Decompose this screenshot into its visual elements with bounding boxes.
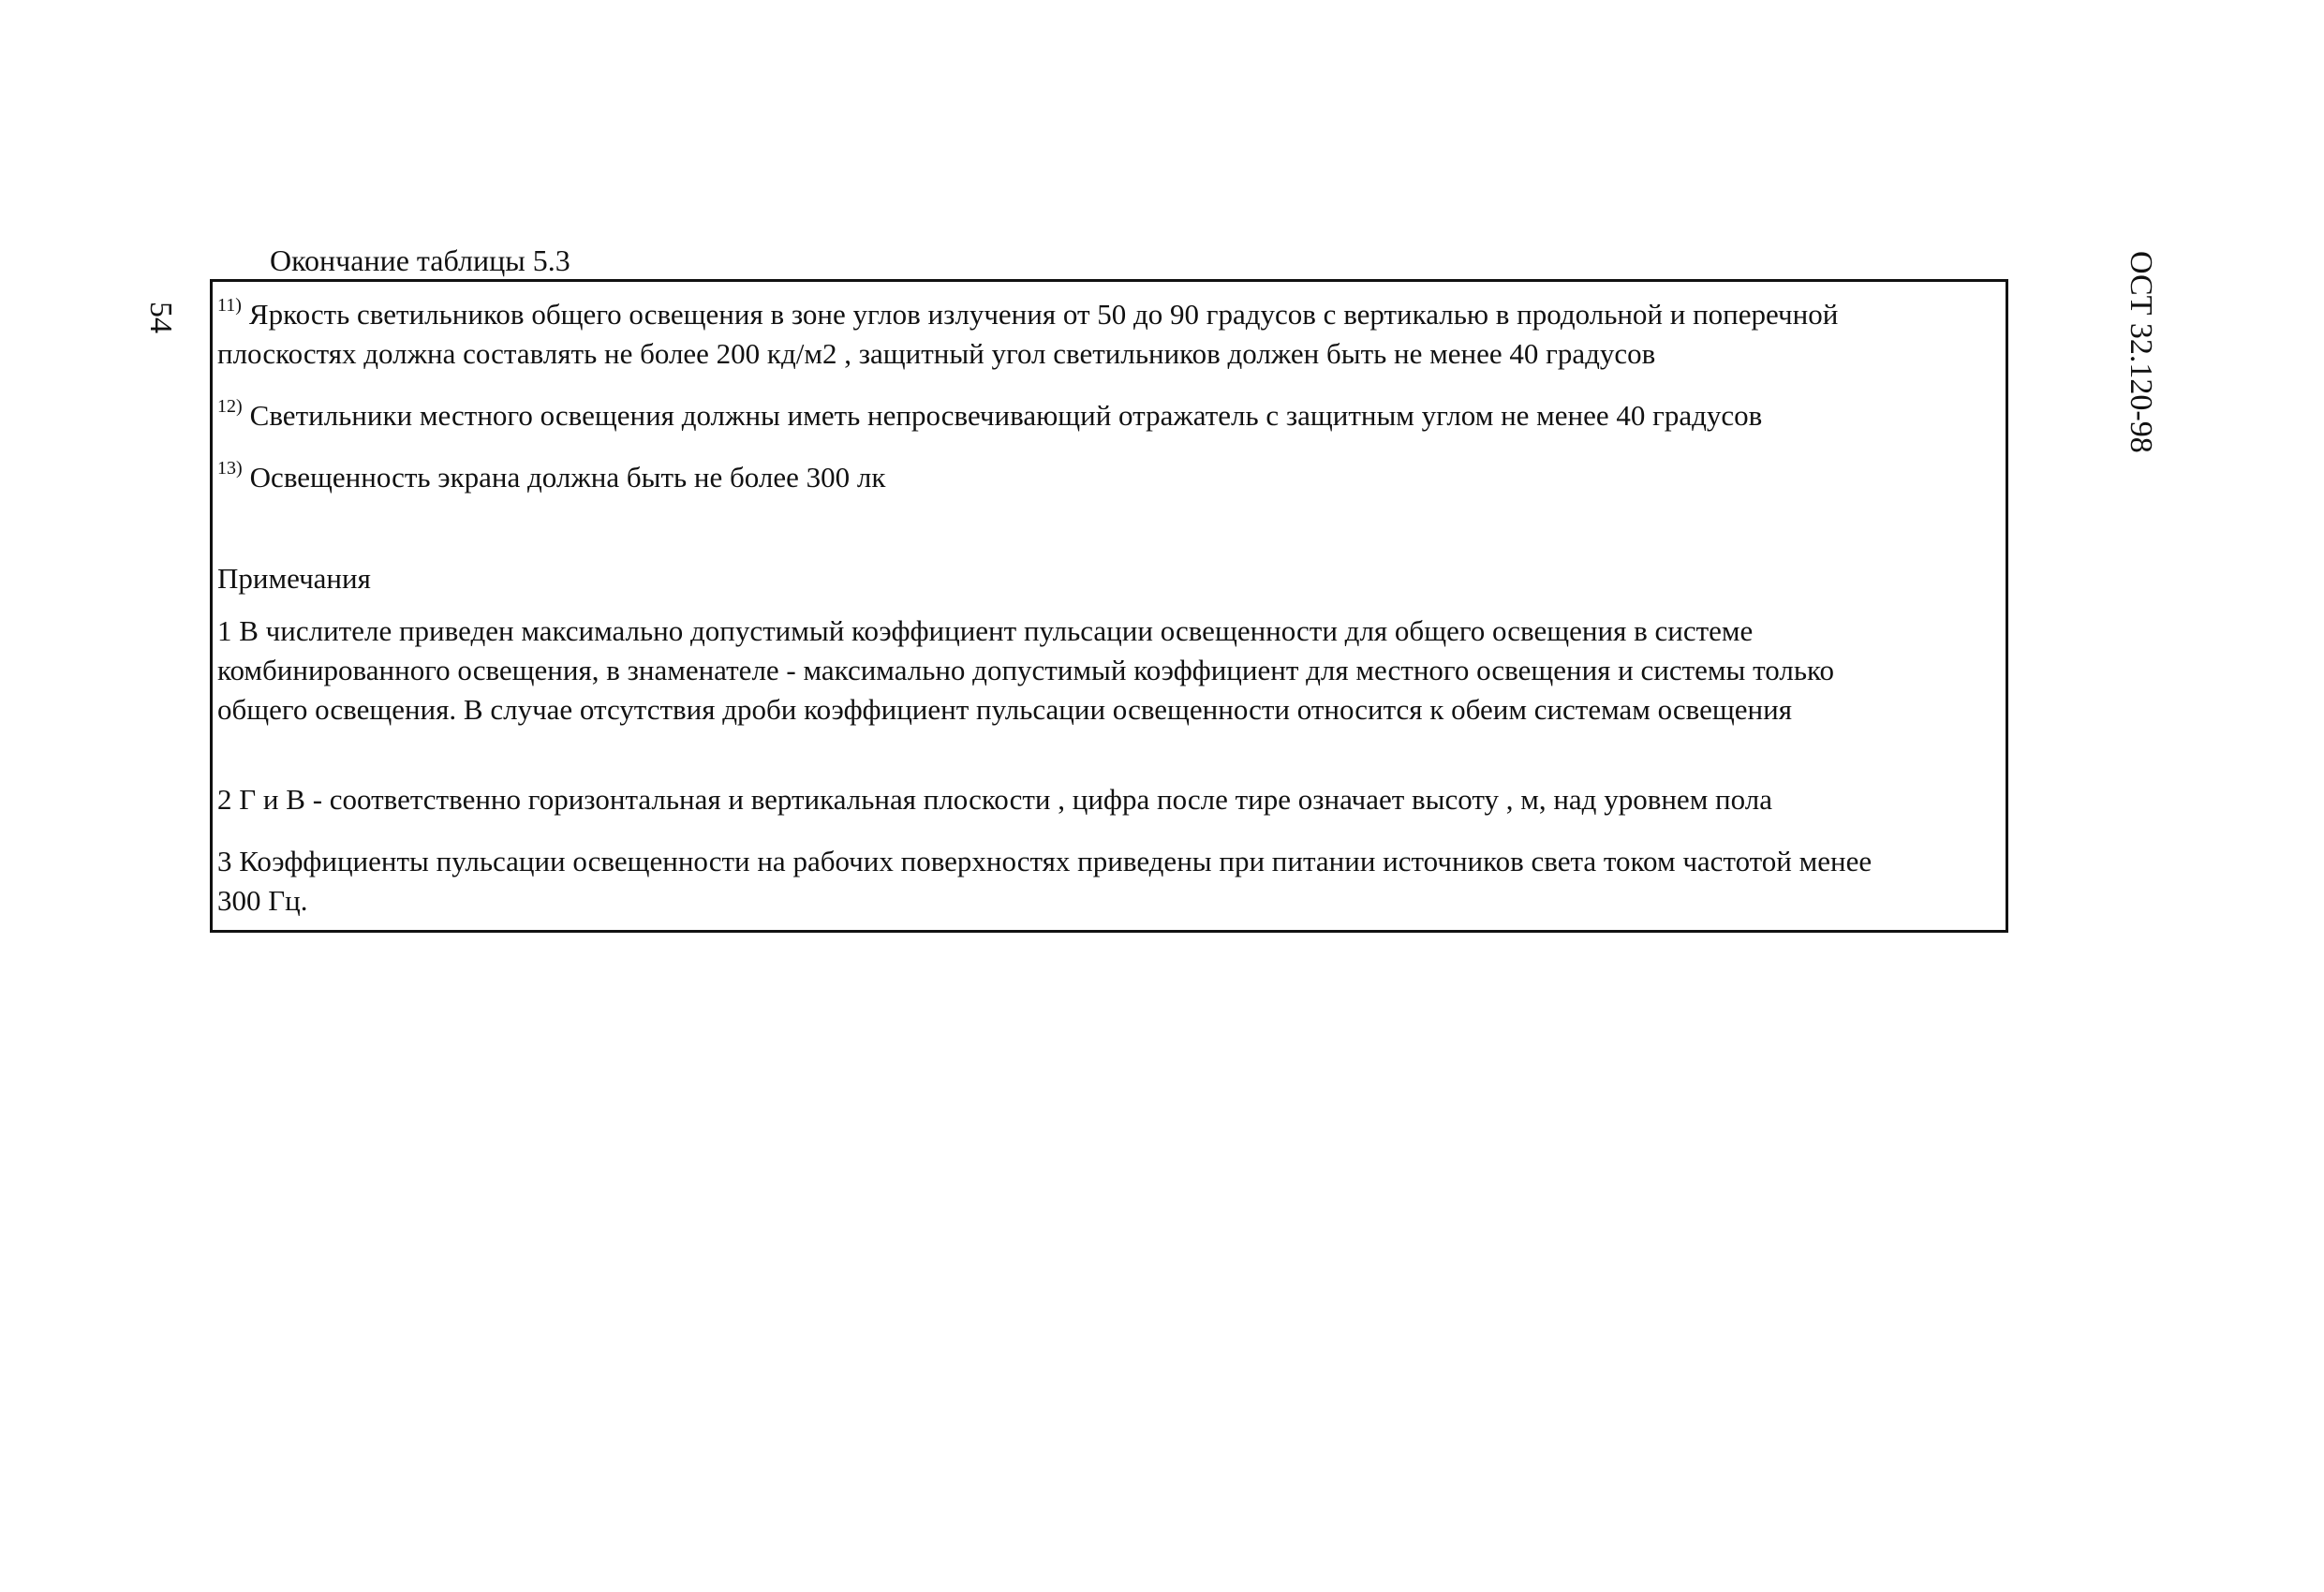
note-line: 300 Гц. (217, 884, 308, 917)
footnote-11 (217, 295, 2002, 374)
footnote-marker: 12) (217, 396, 243, 417)
note-line: 1 В числителе приведен максимально допустимый коэффициент пульсации освещенности для общего освещения в системе (217, 614, 1754, 647)
table-caption: Окончание таблицы 5.3 (270, 243, 570, 277)
footnote-line (217, 458, 2002, 497)
footnote-12 (217, 396, 2002, 435)
footnote-marker: 11) (217, 295, 242, 316)
document-code: ОСТ 32.120-98 (2124, 251, 2158, 453)
note-1 (217, 612, 2002, 730)
footnote-line (217, 295, 2002, 334)
footnote-line (217, 396, 2002, 435)
page-number: 54 (143, 302, 178, 333)
footnote-text: Светильники местного освещения должны иметь непросвечивающий отражатель с защитным углом не менее 40 градусов (249, 399, 1763, 432)
notes-heading: Примечания (217, 562, 371, 595)
footnote-text: Яркость светильников общего освещения в зоне углов излучения от 50 до 90 градусов с вертикалью в продольной и поперечной (248, 298, 1839, 331)
note-3 (217, 842, 2002, 921)
note-line: 3 Коэффициенты пульсации освещенности на рабочих поверхностях приведены при питании источников света током частотой менее (217, 845, 1873, 877)
note-line: общего освещения. В случае отсутствия дроби коэффициент пульсации освещенности относится к обеим системам освещения (217, 693, 1792, 726)
footnote-marker: 13) (217, 458, 243, 479)
note-2 (217, 780, 2002, 819)
footnote-13 (217, 458, 2002, 497)
note-line: комбинированного освещения, в знаменателе - максимально допустимый коэффициент для местного освещения и системы только (217, 654, 1834, 686)
note-line: 2 Г и В - соответственно горизонтальная и вертикальная плоскости , цифра после тире означает высоту , м, над уровнем пола (217, 783, 1772, 816)
footnote-text: Освещенность экрана должна быть не более 300 лк (249, 461, 886, 494)
table-continuation-box (210, 279, 2008, 933)
footnote-line: плоскостях должна составлять не более 200 кд/м2 , защитный угол светильников должен быть не менее 40 градусов (217, 337, 1656, 370)
